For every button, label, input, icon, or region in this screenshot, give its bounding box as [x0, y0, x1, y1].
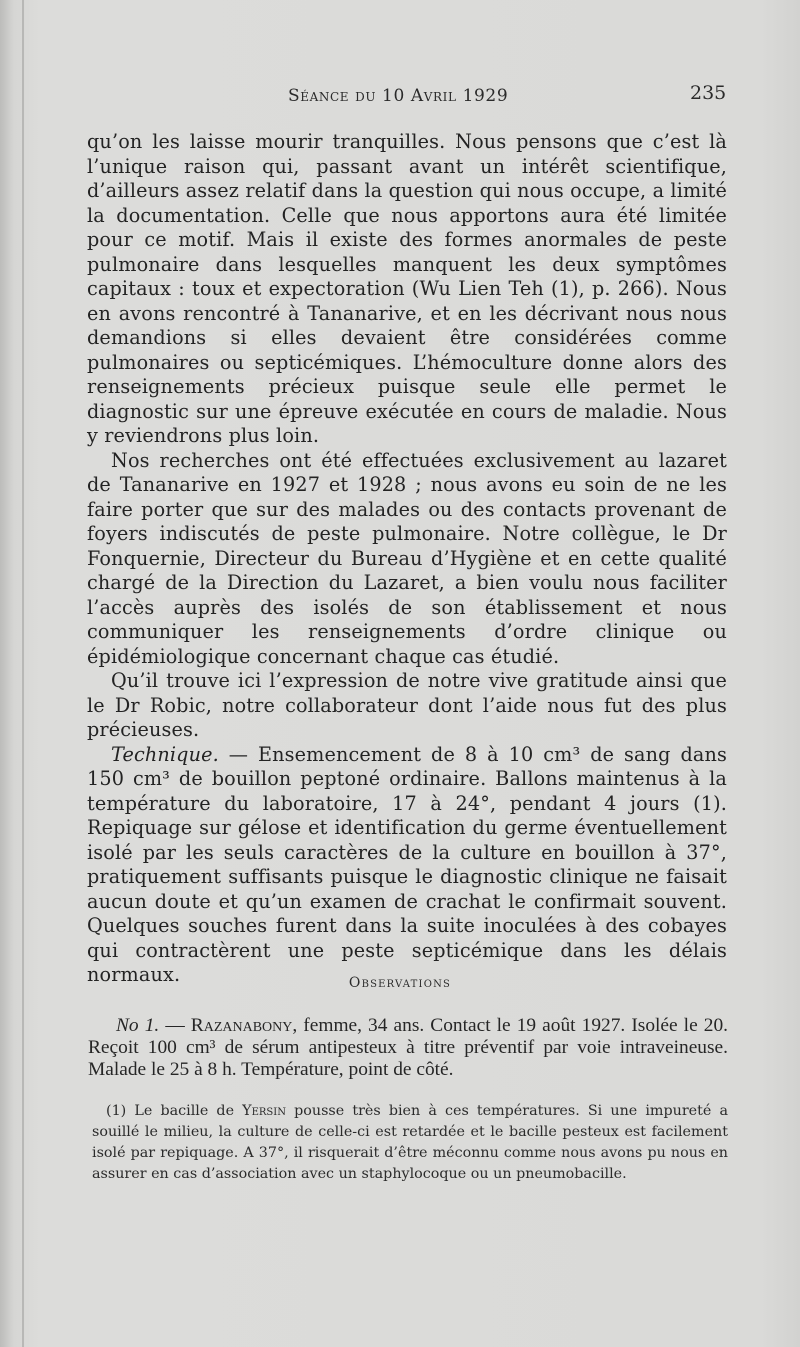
footnote-1 [92, 1101, 728, 1185]
page-header [0, 82, 800, 112]
page-binding-edge [22, 0, 24, 1347]
page-number: 235 [690, 82, 727, 104]
main-text [87, 130, 727, 988]
paragraph-2: Nos recherches ont été effectuées exclusivement au lazaret de Tananarive en 1927 et 1928 ; nous avons eu soin de ne les faire porter que sur des malades ou des contacts provenant de foyers indiscutés de peste pulmonaire. Notre collègue, le Dr Fonquernie, Directeur du Bureau d’Hygiène et en cette qualité chargé de la Direction du Lazaret, a bien voulu nous faciliter l’accès auprès des isolés de son établissement et nous communiquer les renseignements d’ordre clinique ou épidémiologique concernant chaque cas étudié. [87, 448, 727, 668]
section-heading-observations: Observations [348, 975, 452, 991]
technique-text: — Ensemencement de 8 à 10 cm³ de sang dans 150 cm³ de bouillon peptoné ordinaire. Ballons maintenus à la température du laboratoire, 17 à 24°, pendant 4 jours (1). Repiquage sur gélose et identification du germe éventuellement isolé par les seuls caractères de la culture en bouillon à 37°, pratiquement suffisants puisque le diagnostic clinique ne faisait aucun doute et qu’un examen de crachat le confirmait souvent. Quelques souches furent dans la suite inoculées à des cobayes qui contractèrent une peste septicémique dans les délais normaux. [87, 742, 727, 986]
footnote-paragraph [92, 1101, 728, 1185]
footnote-name: Yersin [242, 1103, 286, 1119]
observation-number: No 1. [116, 1015, 160, 1036]
footnote-text-before: (1) Le bacille de [106, 1103, 243, 1119]
observation-1 [88, 1015, 728, 1081]
paragraph-1: qu’on les laisse mourir tranquilles. Nous pensons que c’est là l’unique raison qui, passant avant un intérêt scientifique, d’ailleurs assez relatif dans la question qui nous occupe, a limité la documentation. Celle que nous apportons aura été limitée pour ce motif. Mais il existe des formes anormales de peste pulmonaire dans lesquelles manquent les deux symptômes capitaux : toux et expectoration (Wu Lien Teh (1), p. 266). Nous en avons rencontré à Tananarive, et en les décrivant nous nous demandions si elles devaient être considérées comme pulmonaires ou septicémiques. L’hémoculture donne alors des renseignements précieux puisque seule elle permet le diagnostic sur une épreuve exécutée en cours de maladie. Nous y reviendrons plus loin. [87, 130, 727, 447]
observation-text: femme, 34 ans. Contact le 19 août 1927. Isolée le 20. Reçoit 100 cm³ de sérum antipesteux à titre préventif par voie intraveineuse. Malade le 25 à 8 h. Température, point de côté. [88, 1015, 728, 1080]
footnote-text-after: pousse très bien à ces températures. Si une impureté a souillé le milieu, la culture de celle-ci est retardée et le bacille pesteux est facilement isolé par repiquage. A 37°, il risquerait d’être méconnu comme nous avons pu nous en assurer en cas d’association avec un staphylocoque ou un pneumobacille. [92, 1103, 728, 1182]
patient-name: Razanabony, [190, 1015, 298, 1036]
technique-paragraph [87, 743, 727, 988]
observation-dash: — [159, 1015, 191, 1036]
running-title: Séance du 10 Avril 1929 [288, 86, 509, 106]
observation-paragraph [88, 1015, 728, 1081]
paragraph-3: Qu’il trouve ici l’expression de notre vive gratitude ainsi que le Dr Robic, notre collaborateur dont l’aide nous fut des plus précieuses. [87, 669, 727, 741]
technique-label: Technique. [111, 742, 219, 766]
